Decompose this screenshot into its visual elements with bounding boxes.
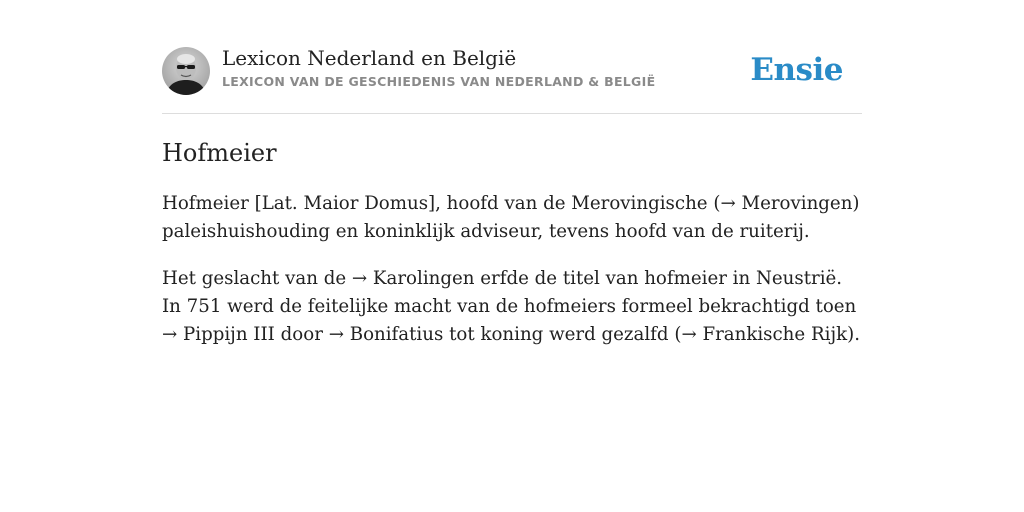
site-header xyxy=(162,45,862,114)
entry-paragraph xyxy=(162,265,862,349)
text-run: Het geslacht van de xyxy=(162,268,352,289)
link-bonifatius[interactable]: → Bonifatius xyxy=(328,324,444,345)
text-run: erfde de titel van hofmeier in Neustrië. In 751 werd de feitelijke macht van de hofmeiers formeel bekrachtigd toen xyxy=(162,268,857,317)
link-pippijn-iii[interactable]: → Pippijn III xyxy=(162,324,275,345)
entry-title: Hofmeier xyxy=(162,139,277,167)
lexicon-subtitle: LEXICON VAN DE GESCHIEDENIS VAN NEDERLAND & BELGIË xyxy=(222,74,656,89)
link-frankische-rijk[interactable]: → Frankische Rijk xyxy=(681,324,848,345)
entry-paragraph xyxy=(162,190,862,246)
author-avatar-icon[interactable] xyxy=(162,47,210,95)
link-karolingen[interactable]: → Karolingen xyxy=(351,268,475,289)
text-run: door xyxy=(274,324,329,345)
text-run: tot koning werd gezalfd ( xyxy=(443,324,682,345)
link-merovingen[interactable]: → Merovingen xyxy=(720,193,853,214)
ensie-logo[interactable]: Ensie xyxy=(750,52,843,88)
lexicon-title[interactable]: Lexicon Nederland en België xyxy=(222,46,517,70)
author-photo-icon xyxy=(162,47,210,95)
text-run: Hofmeier [Lat. Maior Domus], hoofd van de Merovingische ( xyxy=(162,193,721,214)
entry-body xyxy=(162,190,862,368)
text-run: ). xyxy=(847,324,861,345)
text-run: ) paleishuishouding en koninklijk adviseur, tevens hoofd van de ruiterij. xyxy=(162,193,860,242)
